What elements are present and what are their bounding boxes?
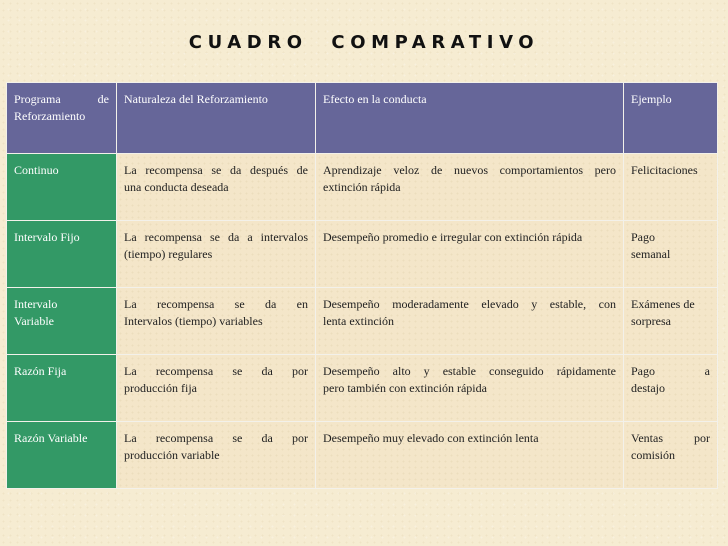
header-text: Ejemplo [631,92,672,106]
cell-text: sorpresa [631,314,671,328]
table-row [7,355,718,422]
cell-text: destajo [631,381,665,395]
cell-text: La recompensa se da después de [124,163,308,177]
cell-text: La recompensa se da a intervalos [124,230,308,244]
cell-text: Razón Variable [14,431,88,445]
nature-cell [117,422,316,489]
cell-text: La recompensa se da por [124,431,308,445]
cell-text: Pago [631,230,655,244]
program-cell [7,288,117,355]
effect-cell [316,288,624,355]
cell-text: Continuo [14,163,59,177]
cell-text: Intervalo Fijo [14,230,80,244]
table-row [7,154,718,221]
cell-text: Desempeño muy elevado con extinción lenta [323,431,539,445]
header-cell-nature [117,83,316,154]
effect-cell [316,422,624,489]
cell-text: producción fija [124,381,197,395]
example-cell [624,154,718,221]
nature-cell [117,154,316,221]
example-cell [624,422,718,489]
nature-cell [117,355,316,422]
program-cell [7,422,117,489]
cell-text: Desempeño alto y estable conseguido rápidamente [323,364,616,378]
cell-text: Aprendizaje veloz de nuevos comportamientos pero [323,163,616,177]
cell-text: Ventas por [631,431,710,445]
cell-text: Pago a [631,364,710,378]
cell-text: Intervalo [14,297,58,311]
page-title: CUADRO COMPARATIVO [188,32,540,53]
header-cell-effect [316,83,624,154]
cell-text: pero también con extinción rápida [323,381,487,395]
table-row [7,422,718,489]
cell-text: extinción rápida [323,180,401,194]
header-cell-program [7,83,117,154]
cell-text: semanal [631,247,671,261]
cell-text: comisión [631,448,675,462]
cell-text: La recompensa se da por [124,364,308,378]
example-cell [624,355,718,422]
cell-text: Razón Fija [14,364,67,378]
table-header-row [7,83,718,154]
program-cell [7,221,117,288]
cell-text: Intervalos (tiempo) variables [124,314,263,328]
cell-text: Desempeño promedio e irregular con extinción rápida [323,230,583,244]
cell-text: Exámenes de [631,297,695,311]
cell-text: La recompensa se da en [124,297,308,311]
cell-text: una conducta deseada [124,180,229,194]
program-cell [7,355,117,422]
cell-text: producción variable [124,448,220,462]
table-row [7,288,718,355]
effect-cell [316,154,624,221]
header-text: Efecto en la conducta [323,92,427,106]
cell-text: (tiempo) regulares [124,247,213,261]
effect-cell [316,355,624,422]
header-text: Programa de [14,92,109,106]
header-text: Naturaleza del Reforzamiento [124,92,268,106]
nature-cell [117,288,316,355]
cell-text: Desempeño moderadamente elevado y estable, con [323,297,616,311]
header-cell-example [624,83,718,154]
header-text: Reforzamiento [14,109,86,123]
comparison-table [6,82,718,489]
example-cell [624,221,718,288]
nature-cell [117,221,316,288]
cell-text: lenta extinción [323,314,394,328]
table-row [7,221,718,288]
program-cell [7,154,117,221]
example-cell [624,288,718,355]
effect-cell [316,221,624,288]
cell-text: Variable [14,314,54,328]
cell-text: Felicitaciones [631,163,698,177]
